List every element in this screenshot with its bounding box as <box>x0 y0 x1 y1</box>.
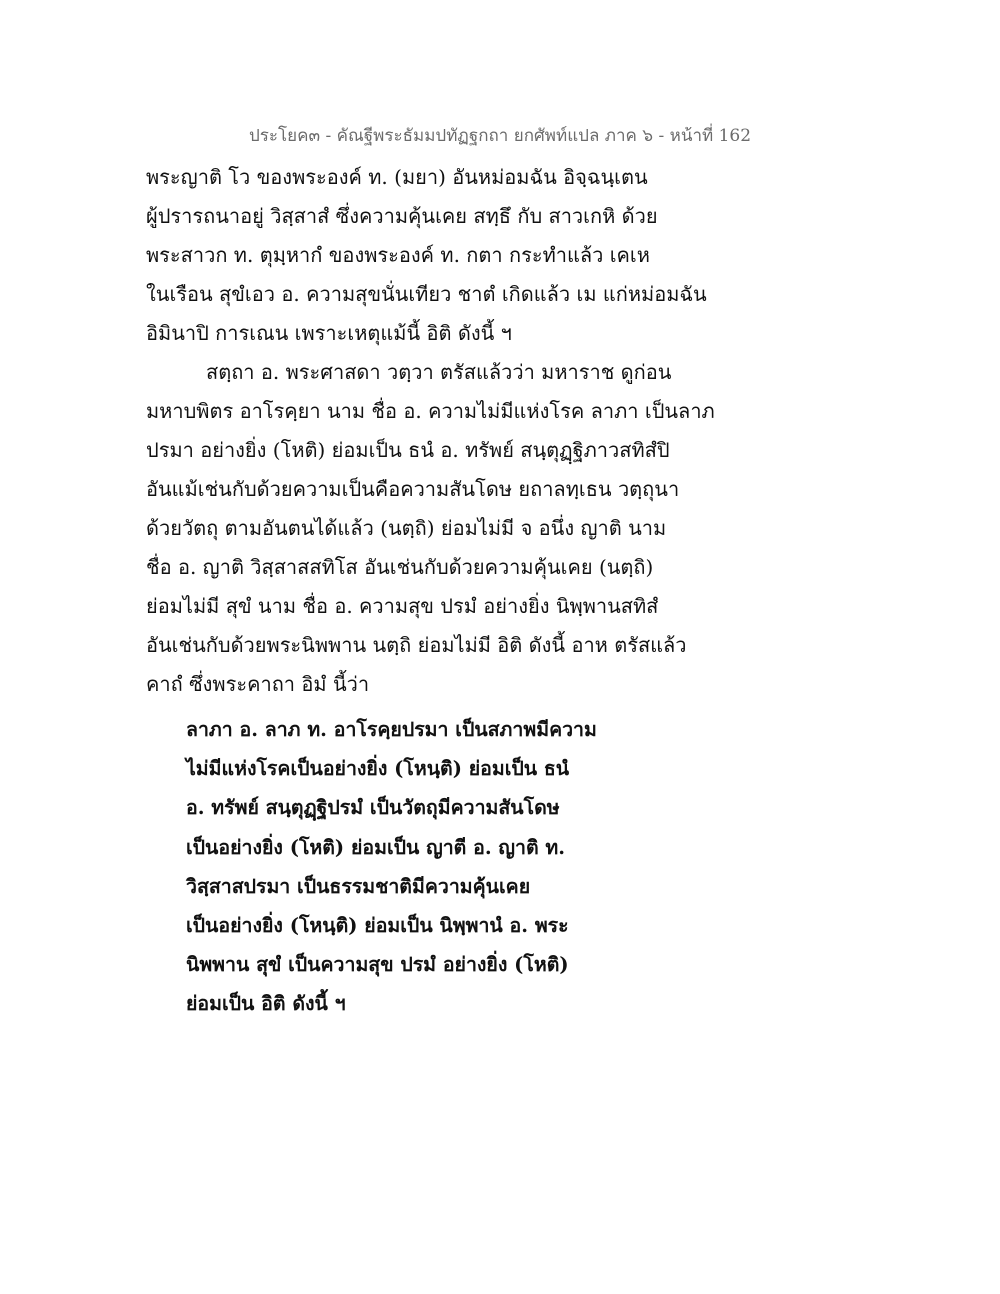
body-line-paragraph-start: สตฺถา อ. พระศาสดา วตฺวา ตรัสแล้วว่า มหาราช ดูก่อน <box>206 360 672 384</box>
body-line: ชื่อ อ. ญาติ วิสฺสาสสทิโส อันเช่นกับด้วยความคุ้นเคย (นตฺถิ) <box>146 555 654 579</box>
verse-line: เป็นอย่างยิ่ง (โหติ) ย่อมเป็น ญาตี อ. ญาติ ท. <box>186 835 566 859</box>
verse-line: ลาภา อ. ลาภ ท. อาโรคฺยปรมา เป็นสภาพมีความ <box>186 718 597 741</box>
body-line: ในเรือน สุขํเอว อ. ความสุขนั่นเทียว ชาตํ เกิดแล้ว เม แก่หม่อมฉัน <box>146 282 707 306</box>
body-line: อันแม้เช่นกับด้วยความเป็นคือความสันโดษ ยถาลทฺเธน วตฺถุนา <box>146 477 680 501</box>
body-line: อันเช่นกับด้วยพระนิพพาน นตฺถิ ย่อมไม่มี อิติ ดังนี้ อาห ตรัสแล้ว <box>146 633 687 657</box>
verse-line: ไม่มีแห่งโรคเป็นอย่างยิ่ง (โหนฺติ) ย่อมเป็น ธนํ <box>186 757 570 781</box>
body-line: ผู้ปรารถนาอยู่ วิสฺสาสํ ซึ่งความคุ้นเคย สทฺธึ กับ สาวเกหิ ด้วย <box>146 204 658 228</box>
verse-line: เป็นอย่างยิ่ง (โหนฺติ) ย่อมเป็น นิพฺพานํ อ. พระ <box>186 913 569 937</box>
verse-line: อ. ทรัพย์ สนฺตุฏฺฐิปรมํ เป็นวัตถุมีความสันโดษ <box>186 796 560 820</box>
body-line: ด้วยวัตถุ ตามอันตนได้แล้ว (นตฺถิ) ย่อมไม่มี จ อนึ่ง ญาติ นาม <box>146 516 667 540</box>
body-text <box>146 158 746 704</box>
body-line: ปรมา อย่างยิ่ง (โหติ) ย่อมเป็น ธนํ อ. ทรัพย์ สนฺตุฏฺฐิภาวสทิสํปิ <box>146 438 670 462</box>
body-line: ย่อมไม่มี สุขํ นาม ชื่อ อ. ความสุข ปรมํ อย่างยิ่ง นิพฺพานสทิสํ <box>146 594 659 618</box>
verse-line: ย่อมเป็น อิติ ดังนี้ ฯ <box>186 992 346 1016</box>
body-line: คาถํ ซึ่งพระคาถา อิมํ นี้ว่า <box>146 672 370 696</box>
verse-line: วิสฺสาสปรมา เป็นธรรมชาติมีความคุ้นเคย <box>186 874 531 898</box>
verse-line: นิพพาน สุขํ เป็นความสุข ปรมํ อย่างยิ่ง (โหติ) <box>186 953 569 977</box>
verse-block <box>186 710 646 1024</box>
running-header: ประโยค๓ - คัณฐีพระธัมมปทัฏฐกถา ยกศัพท์แปล ภาค ๖ - หน้าที่ 162 <box>248 126 752 146</box>
body-line: อิมินาปิ การเณน เพราะเหตุแม้นี้ อิติ ดังนี้ ฯ <box>146 321 512 345</box>
body-line: มหาบพิตร อาโรคฺยา นาม ชื่อ อ. ความไม่มีแห่งโรค ลาภา เป็นลาภ <box>146 399 715 423</box>
body-line: พระญาติ โว ของพระองค์ ท. (มยา) อันหม่อมฉัน อิจฺฉนฺเตน <box>146 165 648 189</box>
body-line: พระสาวก ท. ตุมฺหากํ ของพระองค์ ท. กตา กระทำแล้ว เคเห <box>146 243 650 267</box>
